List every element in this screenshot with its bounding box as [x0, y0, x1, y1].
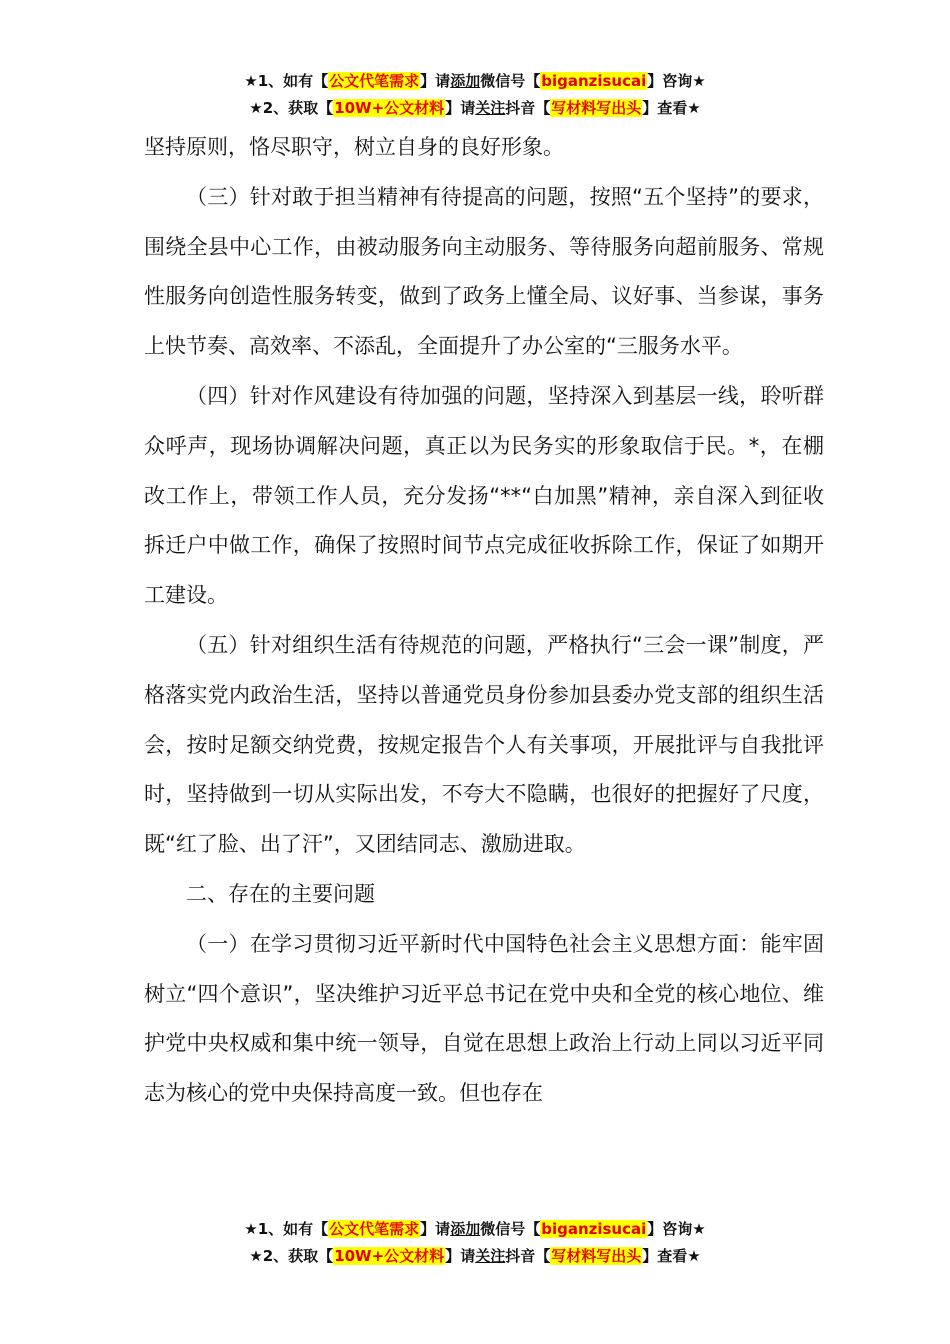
banner-text: 】请: [445, 99, 476, 117]
banner-text: 抖音【: [505, 1247, 551, 1265]
underlined-text: 添加: [450, 72, 481, 90]
banner-text: 】请: [445, 1247, 476, 1265]
highlight-text: biganzisucai: [541, 72, 647, 90]
banner-line-1: [0, 1216, 950, 1243]
highlight-text: 公文代笔需求: [329, 1220, 420, 1238]
paragraph: （一）在学习贯彻习近平新时代中国特色社会主义思想方面：能牢固树立“四个意识”，坚决维护习近平总书记在党中央和全党的核心地位、维护党中央权威和集中统一领导，自觉在思想上政治上行动上同以习近平同志为核心的党中央保持高度一致。但也存在: [144, 931, 824, 1106]
banner-text: 】咨询★: [647, 72, 706, 90]
section-heading: 二、存在的主要问题: [186, 881, 375, 906]
banner-line-1: [0, 68, 950, 95]
highlight-text: biganzisucai: [541, 1220, 647, 1238]
paragraph: （五）针对组织生活有待规范的问题，严格执行“三会一课”制度，严格落实党内政治生活，坚持以普通党员身份参加县委办党支部的组织生活会，按时足额交纳党费，按规定报告个人有关事项，开展批评与自我批评时，坚持做到一切从实际出发，不夸大不隐瞒，也很好的把握好了尺度，既“红了脸、出了汗”，又团结同志、激励进取。: [144, 632, 824, 857]
footer-banner: [0, 1216, 950, 1270]
document-body: [144, 123, 824, 1119]
banner-text: 】查看★: [642, 99, 701, 117]
banner-text: ★1、如有【: [244, 72, 329, 90]
highlight-text: 10W+公文材料: [334, 99, 445, 117]
banner-text: ★1、如有【: [244, 1220, 329, 1238]
highlight-text: 写材料写出头: [551, 99, 642, 117]
underlined-text: 添加: [450, 1220, 481, 1238]
highlight-text: 10W+公文材料: [334, 1247, 445, 1265]
underlined-text: 关注: [475, 99, 506, 117]
banner-line-2: [0, 95, 950, 122]
banner-text: ★2、获取【: [249, 99, 334, 117]
paragraph: （四）针对作风建设有待加强的问题，坚持深入到基层一线，聆听群众呼声，现场协调解决问题，真正以为民务实的形象取信于民。*，在棚改工作上，带领工作人员，充分发扬“**“白加黑”精神，亲自深入到征收拆迁户中做工作，确保了按照时间节点完成征收拆除工作，保证了如期开工建设。: [144, 383, 824, 608]
banner-text: 】查看★: [642, 1247, 701, 1265]
paragraph: 坚持原则，恪尽职守，树立自身的良好形象。: [144, 135, 564, 159]
banner-text: 微信号【: [480, 72, 541, 90]
banner-text: 】咨询★: [647, 1220, 706, 1238]
banner-text: 抖音【: [505, 99, 551, 117]
header-banner: [0, 68, 950, 122]
underlined-text: 关注: [475, 1247, 506, 1265]
banner-text: ★2、获取【: [249, 1247, 334, 1265]
banner-text: 】请: [420, 1220, 451, 1238]
paragraph: （三）针对敢于担当精神有待提高的问题，按照“五个坚持”的要求，围绕全县中心工作，由被动服务向主动服务、等待服务向超前服务、常规性服务向创造性服务转变，做到了政务上懂全局、议好事、当参谋，事务上快节奏、高效率、不添乱，全面提升了办公室的“三服务水平。: [144, 184, 824, 359]
highlight-text: 公文代笔需求: [329, 72, 420, 90]
highlight-text: 写材料写出头: [551, 1247, 642, 1265]
banner-text: 微信号【: [480, 1220, 541, 1238]
banner-line-2: [0, 1243, 950, 1270]
banner-text: 】请: [420, 72, 451, 90]
